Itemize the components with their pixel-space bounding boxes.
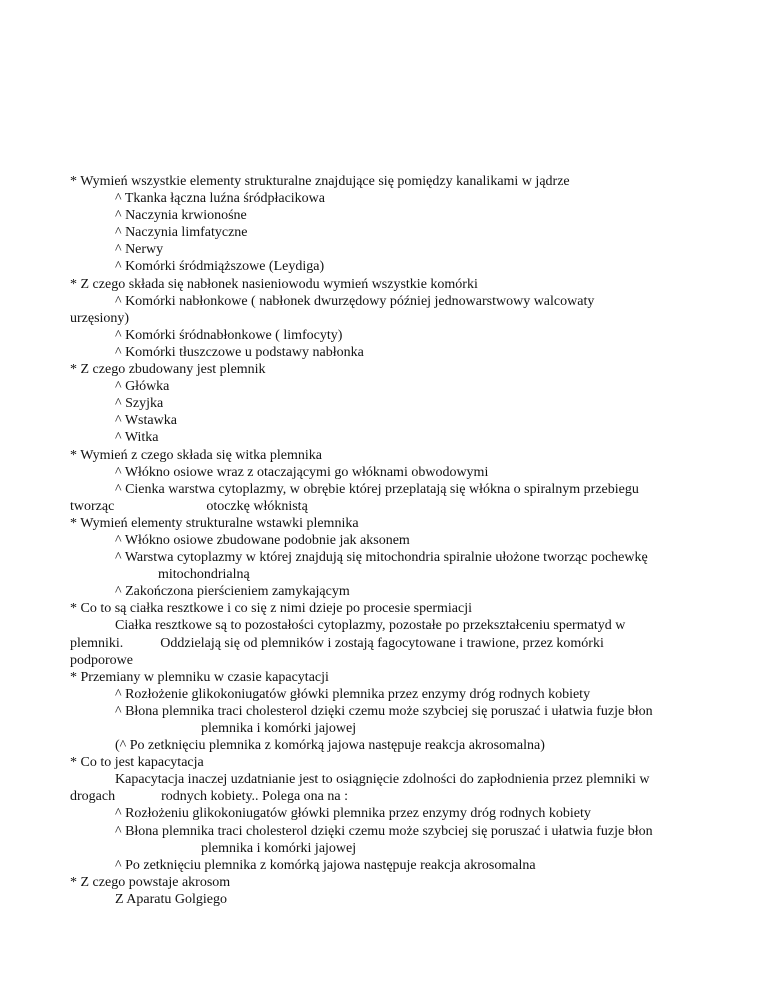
- question-line: * Co to są ciałka resztkowe i co się z nimi dzieje po procesie spermiacji: [70, 601, 472, 617]
- question-line: * Z czego zbudowany jest plemnik: [70, 362, 266, 378]
- document-body: [70, 173, 695, 908]
- answer-line: ^ Błona plemnika traci cholesterol dzięki czemu może szybciej się poruszać i ułatwia fuzje błon: [115, 703, 653, 719]
- answer-continuation-line: [70, 498, 695, 515]
- answer-continuation-line: plemnika i komórki jajowej: [201, 721, 357, 736]
- paragraph-line: Ciałka resztkowe są to pozostałości cytoplazmy, pozostałe po przekształceniu spermatyd w: [115, 618, 626, 634]
- answer-continuation-line: plemnika i komórki jajowej: [201, 840, 357, 856]
- answer-line: ^ Warstwa cytoplazmy w której znajdują się mitochondria spiralnie ułożone tworząc pochewkę: [115, 550, 648, 566]
- answer-line: ^ Rozłożeniu glikokoniugatów główki plemnika przez enzymy dróg rodnych kobiety: [115, 806, 591, 822]
- question-line: * Z czego składa się nabłonek nasieniowodu wymień wszystkie komórki: [70, 276, 478, 292]
- continuation-fragment: tworząc: [70, 498, 115, 514]
- answer-line: ^ Komórki nabłonkowe ( nabłonek dwurzędowy później jednowarstwowy walcowaty: [115, 293, 595, 309]
- question-line: * Wymień z czego składa się witka plemnika: [70, 447, 322, 463]
- paragraph-line: [70, 788, 695, 805]
- answer-line: ^ Rozłożenie glikokoniugatów główki plemnika przez enzymy dróg rodnych kobiety: [115, 686, 591, 702]
- continuation-fragment: otoczkę włóknistą: [206, 498, 308, 514]
- paragraph-line: Kapacytacja inaczej uzdatnianie jest to osiągnięcie zdolności do zapłodnienia przez plemniki w: [115, 772, 650, 788]
- question-line: * Co to jest kapacytacja: [70, 755, 204, 771]
- answer-line: ^ Nerwy: [115, 242, 164, 258]
- answer-line: ^ Wstawka: [115, 413, 177, 429]
- answer-line: ^ Cienka warstwa cytoplazmy, w obrębie której przeplatają się włókna o spiralnym przebiegu: [115, 481, 639, 497]
- answer-line: ^ Szyjka: [115, 396, 164, 412]
- paragraph-fragment: Oddzielają się od plemników i zostają fagocytowane i trawione, przez komórki: [160, 635, 604, 651]
- answer-continuation-line: urzęsiony): [70, 310, 130, 326]
- answer-line: ^ Włókno osiowe zbudowane podobnie jak aksonem: [115, 532, 410, 548]
- answer-line: ^ Naczynia krwionośne: [115, 208, 247, 224]
- question-line: * Przemiany w plemniku w czasie kapacytacji: [70, 669, 329, 685]
- paragraph-line: podporowe: [70, 652, 133, 668]
- answer-line: ^ Po zetknięciu plemnika z komórką jajowa następuje reakcja akrosomalna: [115, 857, 536, 873]
- paragraph-fragment: drogach: [70, 789, 116, 805]
- paragraph-fragment: rodnych kobiety.. Polega ona na :: [161, 789, 348, 805]
- answer-line: ^ Główka: [115, 379, 170, 395]
- answer-line: ^ Witka: [115, 430, 159, 446]
- paragraph-fragment: plemniki.: [70, 635, 124, 651]
- answer-line: ^ Komórki śródmiąższowe (Leydiga): [115, 259, 325, 275]
- answer-line: ^ Naczynia limfatyczne: [115, 225, 248, 241]
- answer-line: ^ Komórki tłuszczowe u podstawy nabłonka: [115, 344, 364, 360]
- answer-line: ^ Tkanka łączna luźna śródpłacikowa: [115, 191, 325, 207]
- question-line: * Z czego powstaje akrosom: [70, 874, 231, 890]
- question-line: * Wymień elementy strukturalne wstawki plemnika: [70, 515, 359, 531]
- answer-continuation-line: mitochondrialną: [158, 567, 250, 583]
- answer-line: ^ Zakończona pierścieniem zamykającym: [115, 584, 350, 600]
- question-line: * Wymień wszystkie elementy strukturalne znajdujące się pomiędzy kanalikami w jądrze: [70, 174, 570, 189]
- paragraph-line: [70, 635, 695, 652]
- answer-line: Z Aparatu Golgiego: [115, 891, 227, 907]
- answer-line: ^ Włókno osiowe wraz z otaczającymi go włóknami obwodowymi: [115, 464, 489, 480]
- answer-line: ^ Błona plemnika traci cholesterol dzięki czemu może szybciej się poruszać i ułatwia fuzje błon: [115, 823, 653, 839]
- answer-line: (^ Po zetknięciu plemnika z komórką jajowa następuje reakcja akrosomalna): [115, 738, 545, 754]
- answer-line: ^ Komórki śródnabłonkowe ( limfocyty): [115, 327, 343, 343]
